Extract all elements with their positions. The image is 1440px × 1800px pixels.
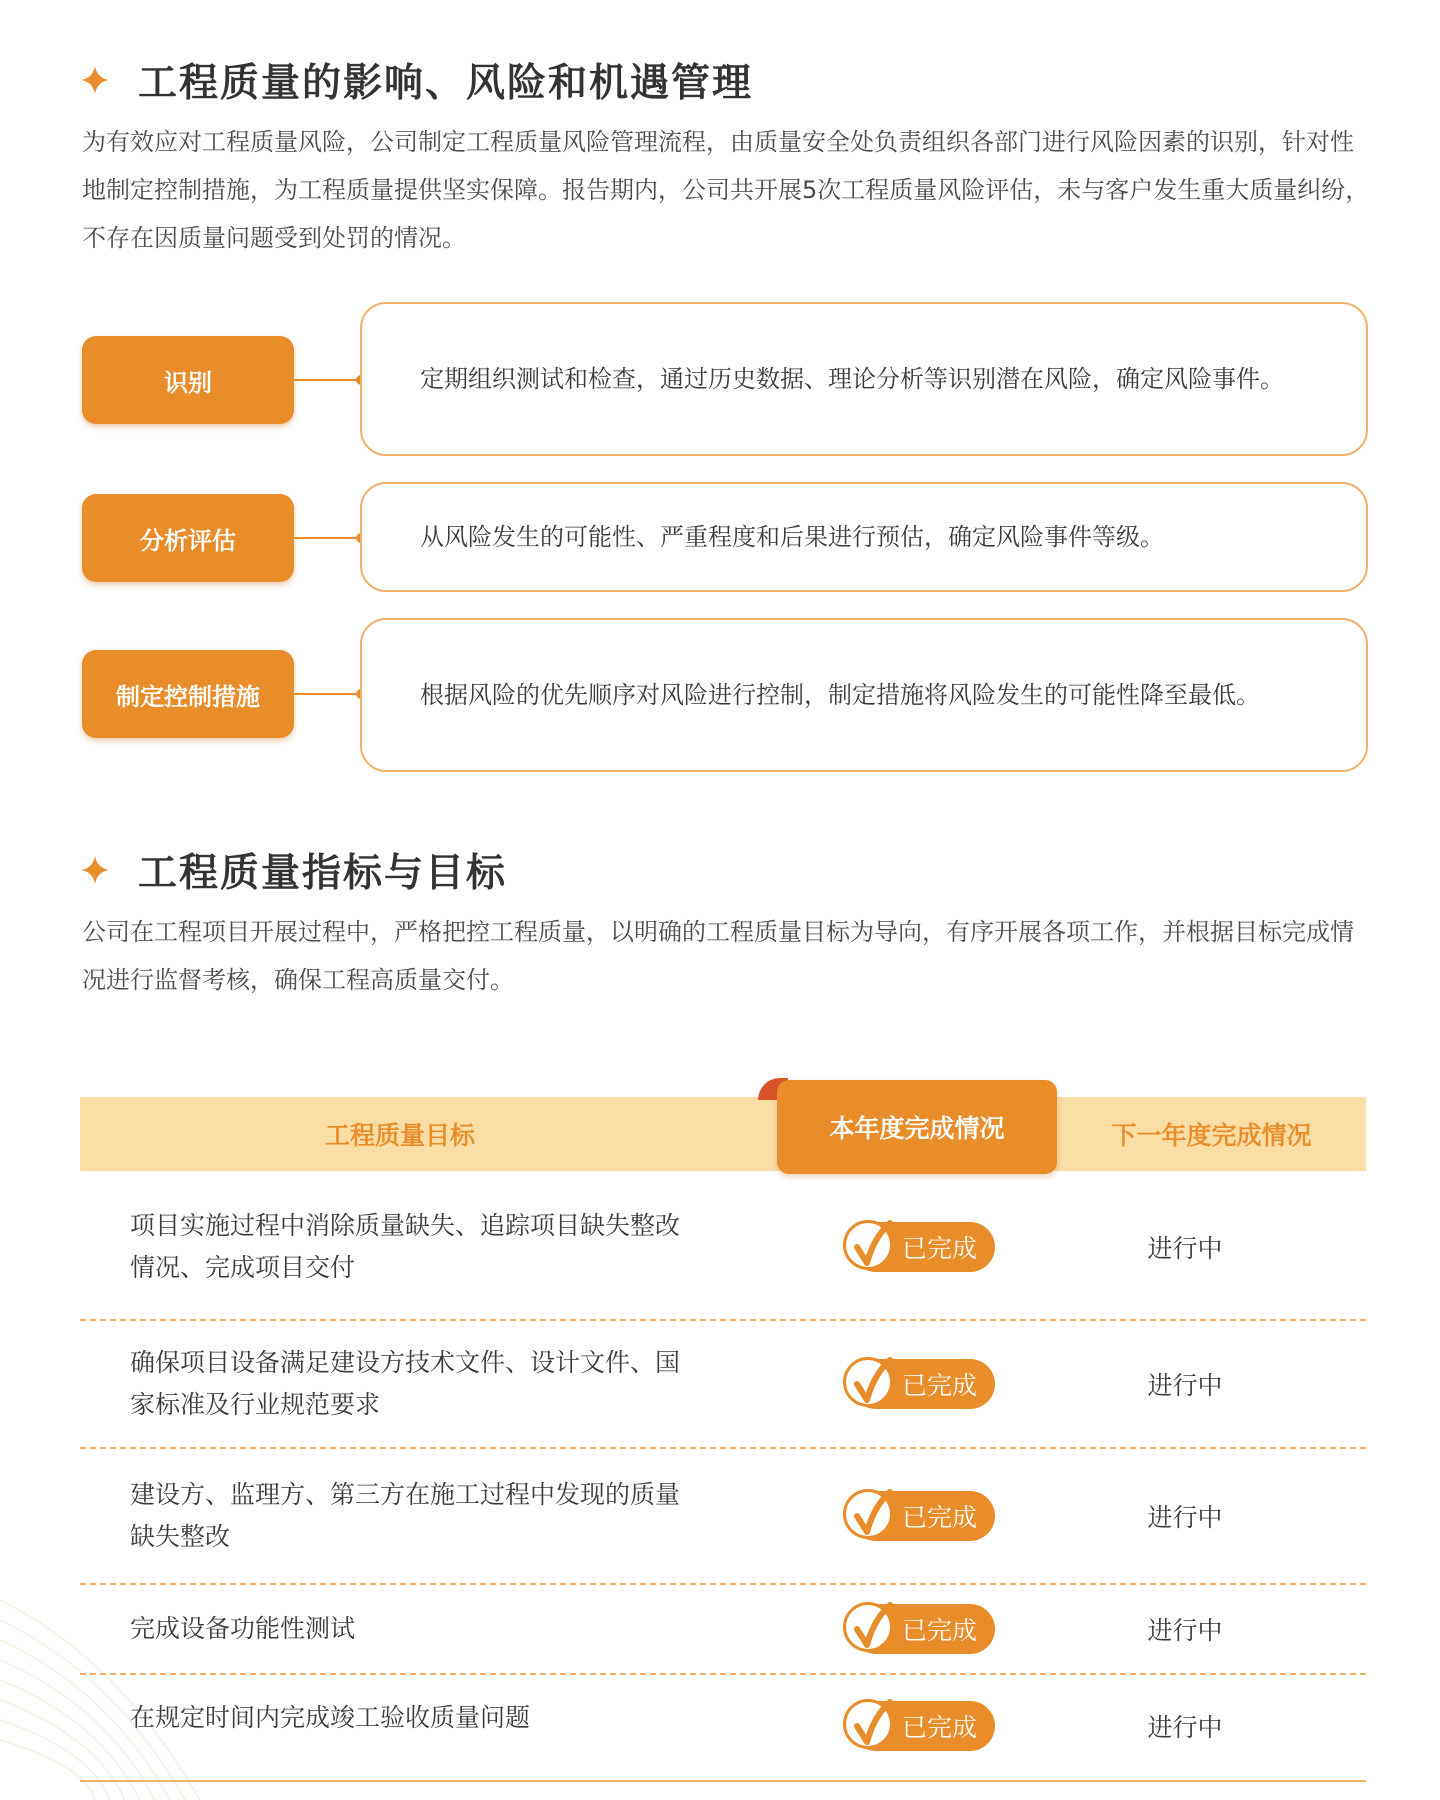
goal-cell: 完成设备功能性测试	[130, 1614, 356, 1643]
status-badge-label: 已完成	[851, 1701, 995, 1751]
status-badge-completed	[843, 1222, 995, 1272]
column-header-next-year: 下一年度完成情况	[1111, 1121, 1312, 1150]
status-badge-label: 已完成	[851, 1604, 995, 1654]
status-badge-completed	[843, 1491, 995, 1541]
column-header-current-year: 本年度完成情况	[777, 1080, 1057, 1174]
flow-step	[82, 618, 1372, 774]
intro-paragraph: 为有效应对工程质量风险，公司制定工程质量风险管理流程，由质量安全处负责组织各部门进行风险因素的识别，针对性地制定控制措施，为工程质量提供坚实保障。报告期内，公司共开展5次工程质量风险评估，未与客户发生重大质量纠纷，不存在因质量问题受到处罚的情况。	[82, 128, 1370, 252]
flow-step-description: 根据风险的优先顺序对风险进行控制，制定措施将风险发生的可能性降至最低。	[360, 618, 1368, 772]
goal-cell: 确保项目设备满足建设方技术文件、设计文件、国家标准及行业规范要求	[130, 1348, 681, 1419]
status-badge-label: 已完成	[851, 1222, 995, 1272]
status-badge-completed	[843, 1359, 995, 1409]
next-year-status: 进行中	[1147, 1371, 1223, 1400]
section-title: 工程质量的影响、风险和机遇管理	[138, 61, 754, 106]
flow-step-label: 制定控制措施	[82, 650, 294, 738]
section-heading-risk	[80, 52, 753, 108]
flow-step	[82, 302, 1372, 458]
targets-paragraph: 公司在工程项目开展过程中，严格把控工程质量，以明确的工程质量目标为导向，有序开展各项工作，并根据目标完成情况进行监督考核，确保工程高质量交付。	[82, 918, 1354, 994]
goal-cell: 在规定时间内完成竣工验收质量问题	[130, 1702, 531, 1732]
flow-step-description: 从风险发生的可能性、严重程度和后果进行预估，确定风险事件等级。	[360, 482, 1368, 592]
flow-step	[82, 482, 1372, 594]
section-heading-targets	[80, 842, 507, 898]
checkmark-icon	[843, 1357, 893, 1407]
column-header-goal: 工程质量目标	[324, 1121, 475, 1150]
flow-step-label: 分析评估	[82, 494, 294, 582]
status-badge-label: 已完成	[851, 1359, 995, 1409]
checkmark-icon	[843, 1602, 893, 1652]
goal-cell: 建设方、监理方、第三方在施工过程中发现的质量缺失整改	[130, 1480, 681, 1551]
flow-connector	[294, 379, 362, 381]
flow-connector	[294, 693, 362, 695]
status-badge-completed	[843, 1604, 995, 1654]
goal-cell: 项目实施过程中消除质量缺失、追踪项目缺失整改情况、完成项目交付	[130, 1211, 681, 1282]
next-year-status: 进行中	[1147, 1713, 1223, 1742]
flow-step-label: 识别	[82, 336, 294, 424]
sparkle-icon	[80, 855, 110, 885]
checkmark-icon	[843, 1699, 893, 1749]
table-row	[80, 1175, 1366, 1319]
table-bottom-border	[80, 1780, 1366, 1782]
status-badge-completed	[843, 1701, 995, 1751]
table-row	[80, 1585, 1366, 1673]
checkmark-icon	[843, 1220, 893, 1270]
next-year-status: 进行中	[1147, 1616, 1223, 1645]
table-row	[80, 1449, 1366, 1583]
flow-connector	[294, 537, 362, 539]
sparkle-icon	[80, 65, 110, 95]
flow-step-description: 定期组织测试和检查，通过历史数据、理论分析等识别潜在风险，确定风险事件。	[360, 302, 1368, 456]
next-year-status: 进行中	[1147, 1503, 1223, 1532]
table-row	[80, 1321, 1366, 1447]
table-row	[80, 1675, 1366, 1777]
status-badge-label: 已完成	[851, 1491, 995, 1541]
section-title: 工程质量指标与目标	[138, 851, 508, 896]
checkmark-icon	[843, 1489, 893, 1539]
next-year-status: 进行中	[1147, 1234, 1223, 1263]
